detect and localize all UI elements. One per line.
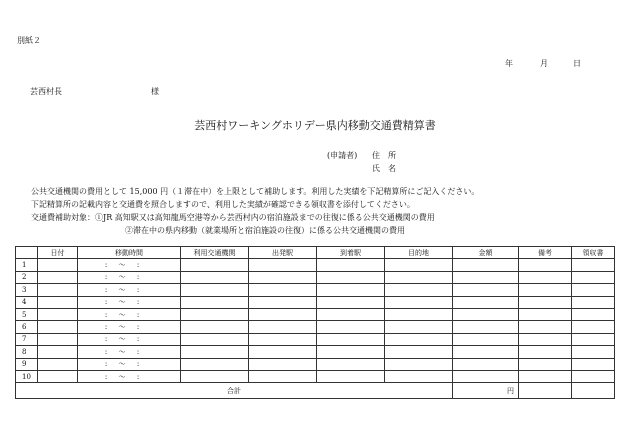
time-colon: : (104, 261, 108, 270)
table-row (16, 296, 615, 308)
destination-cell[interactable] (385, 284, 453, 296)
date-cell[interactable] (38, 271, 78, 283)
remarks-cell[interactable] (519, 321, 572, 333)
table-header-row (16, 247, 615, 259)
destination-cell[interactable] (385, 296, 453, 308)
destination-cell[interactable] (385, 370, 453, 382)
travel-time-cell[interactable] (78, 259, 181, 271)
departure-cell[interactable] (249, 333, 317, 345)
date-cell[interactable] (38, 296, 78, 308)
total-remarks-cell (519, 383, 572, 399)
departure-cell[interactable] (249, 321, 317, 333)
destination-cell[interactable] (385, 358, 453, 370)
time-colon: : (136, 335, 140, 344)
travel-time-cell[interactable] (78, 358, 181, 370)
time-colon: : (136, 372, 140, 381)
receipt-cell[interactable] (572, 346, 615, 358)
destination-cell[interactable] (385, 346, 453, 358)
transport-cell[interactable] (181, 358, 249, 370)
remarks-cell[interactable] (519, 358, 572, 370)
travel-time-cell[interactable] (78, 346, 181, 358)
arrival-cell[interactable] (317, 346, 385, 358)
table-row (16, 346, 615, 358)
range-separator: 〜 (118, 261, 126, 270)
receipt-cell[interactable] (572, 284, 615, 296)
date-cell[interactable] (38, 333, 78, 345)
destination-cell[interactable] (385, 308, 453, 320)
amount-cell[interactable] (453, 259, 519, 271)
amount-cell[interactable] (453, 296, 519, 308)
remarks-cell[interactable] (519, 333, 572, 345)
row-number: 4 (16, 296, 38, 308)
transport-header: 利用交通機関 (181, 247, 249, 259)
date-cell[interactable] (38, 259, 78, 271)
remarks-cell[interactable] (519, 346, 572, 358)
travel-time-cell[interactable] (78, 296, 181, 308)
destination-cell[interactable] (385, 321, 453, 333)
settlement-table (15, 246, 615, 399)
table-row (16, 284, 615, 296)
date-cell[interactable] (38, 308, 78, 320)
time-colon: : (104, 310, 108, 319)
travel-time-cell[interactable] (78, 284, 181, 296)
total-row (16, 383, 615, 399)
amount-cell[interactable] (453, 370, 519, 382)
departure-cell[interactable] (249, 271, 317, 283)
time-colon: : (104, 347, 108, 356)
time-colon: : (104, 335, 108, 344)
row-number: 9 (16, 358, 38, 370)
arrival-header: 到着駅 (317, 247, 385, 259)
name-label: 氏 名 (372, 164, 396, 173)
range-separator: 〜 (118, 323, 126, 332)
receipt-cell[interactable] (572, 370, 615, 382)
arrival-cell[interactable] (317, 333, 385, 345)
notice-line: 下記精算所の記載内容と交通費を照合しますので、利用した実績が確認できる領収書を添付してください。 (31, 200, 415, 209)
arrival-cell[interactable] (317, 259, 385, 271)
row-number: 1 (16, 259, 38, 271)
departure-cell[interactable] (249, 370, 317, 382)
row-number: 3 (16, 284, 38, 296)
honorific: 様 (151, 87, 159, 96)
table-row (16, 333, 615, 345)
table-body (16, 259, 615, 383)
date-cell[interactable] (38, 370, 78, 382)
travel-time-cell[interactable] (78, 271, 181, 283)
remarks-cell[interactable] (519, 308, 572, 320)
range-separator: 〜 (118, 310, 126, 319)
time-colon: : (104, 372, 108, 381)
row-number: 2 (16, 271, 38, 283)
time-colon: : (136, 261, 140, 270)
date-cell[interactable] (38, 358, 78, 370)
arrival-cell[interactable] (317, 271, 385, 283)
table-row (16, 321, 615, 333)
time-colon: : (136, 273, 140, 282)
time-colon: : (136, 310, 140, 319)
notice-line: 交通費補助対象：①JR 高知駅又は高知龍馬空港等から芸西村内の宿泊施設までの往復に係る公共交通機関の費用 (31, 213, 435, 222)
arrival-cell[interactable] (317, 284, 385, 296)
remarks-header: 備考 (519, 247, 572, 259)
range-separator: 〜 (118, 335, 126, 344)
departure-cell[interactable] (249, 284, 317, 296)
destination-cell[interactable] (385, 259, 453, 271)
applicant-label: (申請者) (327, 151, 358, 160)
receipt-cell[interactable] (572, 259, 615, 271)
transport-cell[interactable] (181, 333, 249, 345)
transport-cell[interactable] (181, 308, 249, 320)
time-colon: : (104, 298, 108, 307)
departure-cell[interactable] (249, 296, 317, 308)
date-header: 日付 (38, 247, 78, 259)
receipt-header: 領収書 (572, 247, 615, 259)
time-colon: : (136, 285, 140, 294)
table-row (16, 358, 615, 370)
date-month-label: 月 (540, 59, 548, 68)
row-number: 6 (16, 321, 38, 333)
transport-cell[interactable] (181, 259, 249, 271)
row-number: 5 (16, 308, 38, 320)
amount-cell[interactable] (453, 346, 519, 358)
destination-header: 目的地 (385, 247, 453, 259)
amount-cell[interactable] (453, 284, 519, 296)
time-colon: : (104, 273, 108, 282)
amount-cell[interactable] (453, 321, 519, 333)
amount-header: 金額 (453, 247, 519, 259)
remarks-cell[interactable] (519, 259, 572, 271)
range-separator: 〜 (118, 360, 126, 369)
table-row (16, 271, 615, 283)
travel-time-cell[interactable] (78, 308, 181, 320)
amount-cell[interactable] (453, 358, 519, 370)
departure-cell[interactable] (249, 346, 317, 358)
date-cell[interactable] (38, 346, 78, 358)
remarks-cell[interactable] (519, 370, 572, 382)
time-colon: : (104, 360, 108, 369)
receipt-cell[interactable] (572, 296, 615, 308)
table-row (16, 259, 615, 271)
notice-line: ②滞在中の県内移動（就業場所と宿泊施設の往復）に係る公共交通機関の費用 (125, 226, 405, 235)
attachment-label: 別紙２ (17, 36, 41, 45)
transport-cell[interactable] (181, 346, 249, 358)
date-year-label: 年 (505, 59, 513, 68)
transport-cell[interactable] (181, 271, 249, 283)
date-cell[interactable] (38, 284, 78, 296)
row-number-header (16, 247, 38, 259)
total-amount-cell[interactable]: 円 (453, 383, 519, 399)
transport-cell[interactable] (181, 284, 249, 296)
time-colon: : (136, 323, 140, 332)
receipt-cell[interactable] (572, 358, 615, 370)
receipt-cell[interactable] (572, 271, 615, 283)
destination-cell[interactable] (385, 333, 453, 345)
total-label: 合計 (16, 383, 453, 399)
arrival-cell[interactable] (317, 321, 385, 333)
travel-time-cell[interactable] (78, 321, 181, 333)
time-colon: : (104, 323, 108, 332)
range-separator: 〜 (118, 273, 126, 282)
remarks-cell[interactable] (519, 271, 572, 283)
arrival-cell[interactable] (317, 358, 385, 370)
address-label: 住 所 (372, 151, 396, 160)
row-number: 8 (16, 346, 38, 358)
receipt-cell[interactable] (572, 321, 615, 333)
row-number: 10 (16, 370, 38, 382)
travel-time-cell[interactable] (78, 333, 181, 345)
arrival-cell[interactable] (317, 370, 385, 382)
range-separator: 〜 (118, 372, 126, 381)
travel-time-cell[interactable] (78, 370, 181, 382)
row-number: 7 (16, 333, 38, 345)
notice-line: 公共交通機関の費用として 15,000 円（１滞在中）を上限として補助します。利用した実績を下記精算所にご記入ください。 (31, 187, 480, 196)
destination-cell[interactable] (385, 271, 453, 283)
addressee: 芸西村長 (30, 87, 62, 96)
arrival-cell[interactable] (317, 308, 385, 320)
time-colon: : (136, 298, 140, 307)
arrival-cell[interactable] (317, 296, 385, 308)
table-row (16, 308, 615, 320)
departure-header: 出発駅 (249, 247, 317, 259)
time-colon: : (104, 285, 108, 294)
departure-cell[interactable] (249, 259, 317, 271)
departure-cell[interactable] (249, 308, 317, 320)
amount-cell[interactable] (453, 271, 519, 283)
transport-cell[interactable] (181, 296, 249, 308)
date-cell[interactable] (38, 321, 78, 333)
amount-cell[interactable] (453, 308, 519, 320)
receipt-cell[interactable] (572, 308, 615, 320)
document-title: 芸西村ワーキングホリデー県内移動交通費精算書 (194, 119, 436, 132)
amount-cell[interactable] (453, 333, 519, 345)
travel-time-header: 移動時間 (78, 247, 181, 259)
range-separator: 〜 (118, 285, 126, 294)
remarks-cell[interactable] (519, 284, 572, 296)
transport-cell[interactable] (181, 370, 249, 382)
time-colon: : (136, 347, 140, 356)
transport-cell[interactable] (181, 321, 249, 333)
remarks-cell[interactable] (519, 296, 572, 308)
range-separator: 〜 (118, 298, 126, 307)
range-separator: 〜 (118, 347, 126, 356)
departure-cell[interactable] (249, 358, 317, 370)
time-colon: : (136, 360, 140, 369)
date-day-label: 日 (573, 59, 581, 68)
receipt-cell[interactable] (572, 333, 615, 345)
total-receipt-cell (572, 383, 615, 399)
table-row (16, 370, 615, 382)
